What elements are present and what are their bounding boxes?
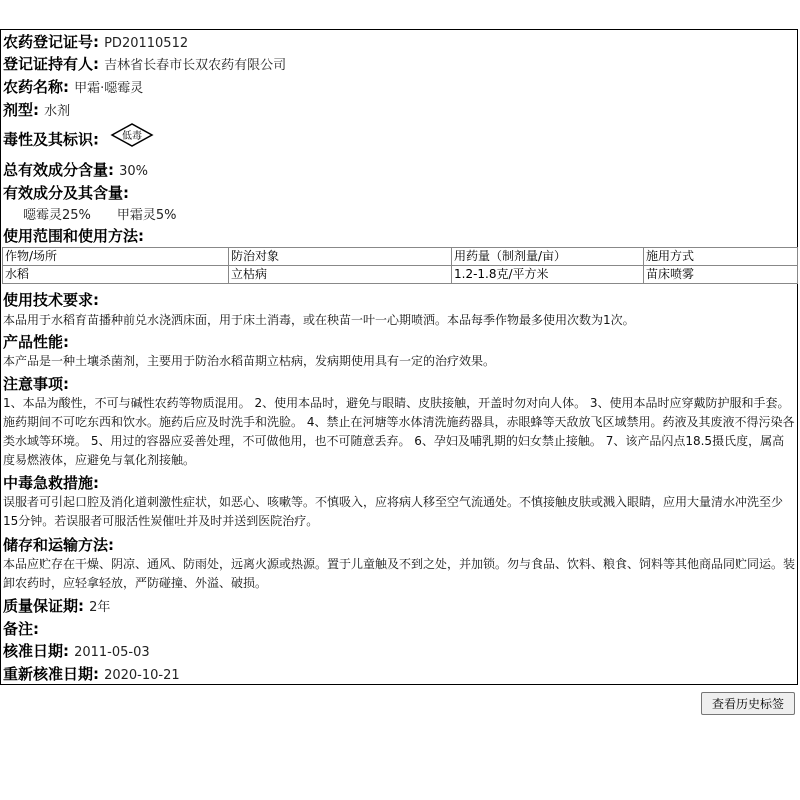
toxicity-badge-text: 低毒 [122,131,143,142]
usage-header-cell: 用药量（制剂量/亩） [452,248,644,266]
ingredients-list [3,204,795,226]
performance-label: 产品性能: [3,333,69,351]
shelf-row [3,596,795,618]
total-content-label: 总有效成分含量: [3,161,114,179]
usage-section-label: 使用范围和使用方法: [3,227,144,245]
form-row [3,100,795,122]
reapproval-row [3,664,795,686]
storage-row [3,535,795,555]
storage-label: 储存和运输方法: [3,536,114,554]
usage-section-row [3,226,795,246]
view-history-labels-button[interactable]: 查看历史标签 [701,692,795,715]
tech-text: 本品用于水稻育苗播种前兑水浇洒床面，用于床土消毒，或在秧苗一叶一心期喷洒。本品每季作物最多使用次数为1次。 [3,313,635,327]
reapproval-label: 重新核准日期: [3,665,99,683]
firstaid-text: 误服者可引起口腔及消化道刺激性症状，如恶心、咳嗽等。不慎吸入，应将病人移至空气流通处。不慎接触皮肤或溅入眼睛，应用大量清水冲洗至少15分钟。若误服者可服活性炭催吐并及时并送到医院治疗。 [3,495,784,528]
usage-cell-method: 苗床喷雾 [644,266,798,284]
storage-text: 本品应贮存在干燥、阴凉、通风、防雨处，远离火源或热源。置于儿童触及不到之处，并加锁。勿与食品、饮料、粮食、饲料等其他商品同贮同运。装卸农药时，应轻拿轻放，严防碰撞、外溢、破损。 [3,557,796,590]
ingredient-item: 甲霜灵5% [116,208,177,223]
name-value: 甲霜·噁霉灵 [74,81,144,96]
remark-row [3,619,795,639]
shelf-value: 2年 [89,600,111,615]
firstaid-row [3,473,795,493]
notes-row [3,374,795,394]
toxicity-row [3,123,795,157]
reg-no-value: PD20110512 [104,36,189,51]
ingredients-row [3,183,795,203]
ingredients-label: 有效成分及其含量: [3,184,129,202]
notes-text: 1、本品为酸性，不可与碱性农药等物质混用。 2、使用本品时，避免与眼睛、皮肤接触，开盖时勿对向人体。 3、使用本品时应穿戴防护服和手套。施药期间不可吃东西和饮水。施药后应及时洗手和洗脸。 4、禁止在河塘等水体清洗施药器具，赤眼蜂等天敌放飞区域禁用。药液及其废液不得污染各类水域等环境。 5、用过的容器应妥善处理，不可做他用，也不可随意丢弃。 6、孕妇及哺乳期的妇女禁止接触。 7、该产品闪点18.5摄氏度，属高度易燃液体，应避免与氧化剂接触。 [3,396,795,467]
usage-cell-target: 立枯病 [229,266,452,284]
total-content-row [3,160,795,182]
holder-row [3,54,795,76]
performance-text: 本产品是一种土壤杀菌剂，主要用于防治水稻苗期立枯病，发病期使用具有一定的治疗效果。 [3,354,496,368]
registration-panel [0,29,798,685]
low-toxicity-badge-icon [110,123,154,157]
holder-label: 登记证持有人: [3,55,99,73]
usage-cell-crop: 水稻 [3,266,229,284]
holder-value: 吉林省长春市长双农药有限公司 [104,58,287,73]
firstaid-label: 中毒急救措施: [3,474,99,492]
usage-table [2,247,798,284]
usage-header-cell: 施用方式 [644,248,798,266]
approval-row [3,641,795,663]
total-content-value: 30% [119,164,148,179]
name-label: 农药名称: [3,78,69,96]
tech-label: 使用技术要求: [3,291,99,309]
approval-label: 核准日期: [3,642,69,660]
tech-row [3,290,795,310]
reg-no-row [3,32,795,54]
remark-label: 备注: [3,620,39,638]
form-label: 剂型: [3,101,39,119]
usage-header-cell: 作物/场所 [3,248,229,266]
form-value: 水剂 [44,104,71,119]
name-row [3,77,795,99]
toxicity-label: 毒性及其标识: [3,130,99,149]
reg-no-label: 农药登记证号: [3,33,99,51]
approval-date: 2011-05-03 [74,645,150,660]
usage-header-row [3,248,798,266]
notes-label: 注意事项: [3,375,69,393]
performance-row [3,332,795,352]
shelf-label: 质量保证期: [3,597,84,615]
table-row [3,266,798,284]
ingredient-item: 噁霉灵25% [23,208,91,223]
reapproval-date: 2020-10-21 [104,668,180,683]
usage-cell-dosage: 1.2-1.8克/平方米 [452,266,644,284]
usage-header-cell: 防治对象 [229,248,452,266]
